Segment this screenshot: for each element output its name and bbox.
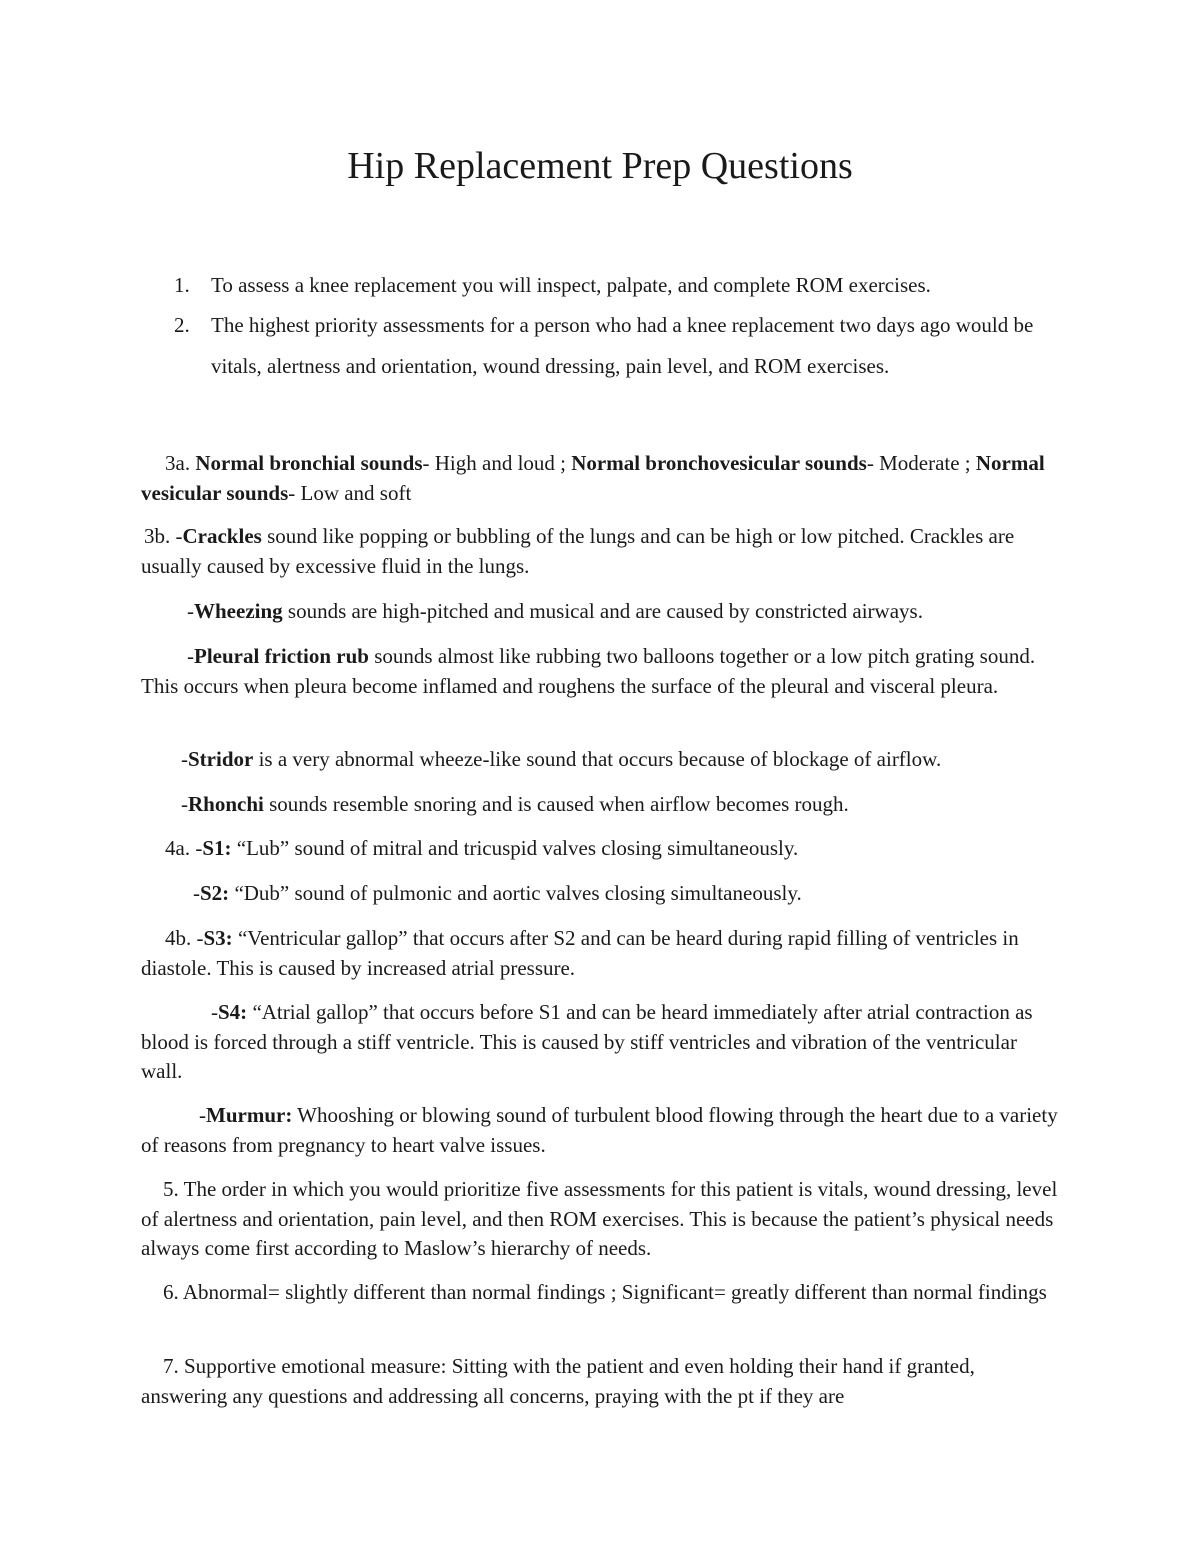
paragraph-3b-crackles: 3b. -Crackles sound like popping or bubbling of the lungs and can be high or low pitched. Crackles are usually caused by excessive fluid in the lungs. [141,524,1015,578]
paragraph-5: 5. The order in which you would prioritize five assessments for this patient is vitals, wound dressing, level of alertness and orientation, pain level, and then ROM exercises. This is because the patient’s physical needs always come first according to Maslow’s hierarchy of needs. [141,1177,1058,1260]
paragraph-pleural-friction-rub: -Pleural friction rub sounds almost like rubbing two balloons together or a low pitch grating sound. This occurs when pleura become inflamed and roughens the surface of the pleural and visceral pleura. [141,644,1036,698]
list-number: 2. [174,313,190,337]
paragraph-s4: -S4: “Atrial gallop” that occurs before S1 and can be heard immediately after atrial contraction as blood is forced through a stiff ventricle. This is caused by stiff ventricles and vibration of the ventricular wall. [141,1000,1033,1083]
paragraph-s2: -S2: “Dub” sound of pulmonic and aortic valves closing simultaneously. [193,881,802,905]
list-text: The highest priority assessments for a person who had a knee replacement two days ago would be vitals, alertness and orientation, wound dressing, pain level, and ROM exercises. [211,313,1034,378]
document-title: Hip Replacement Prep Questions [347,145,853,187]
list-item-1 [174,265,1054,306]
list-text: To assess a knee replacement you will inspect, palpate, and complete ROM exercises. [211,273,931,297]
list-number: 1. [174,273,190,297]
paragraph-rhonchi: -Rhonchi sounds resemble snoring and is caused when airflow becomes rough. [181,792,849,816]
paragraph-3a: 3a. Normal bronchial sounds- High and loud ; Normal bronchovesicular sounds- Moderate ; Normal vesicular sounds- Low and soft [141,451,1045,505]
list-item-2 [174,305,1054,387]
paragraph-6: 6. Abnormal= slightly different than normal findings ; Significant= greatly different than normal findings [163,1280,1047,1304]
paragraph-7: 7. Supportive emotional measure: Sitting with the patient and even holding their hand if granted, answering any questions and addressing all concerns, praying with the pt if they are [141,1354,975,1408]
paragraph-4b-s3: 4b. -S3: “Ventricular gallop” that occurs after S2 and can be heard during rapid filling of ventricles in diastole. This is caused by increased atrial pressure. [141,926,1019,980]
paragraph-murmur: -Murmur: Whooshing or blowing sound of turbulent blood flowing through the heart due to a variety of reasons from pregnancy to heart valve issues. [141,1103,1058,1157]
paragraph-4a-s1: 4a. -S1: “Lub” sound of mitral and tricuspid valves closing simultaneously. [165,836,799,860]
paragraph-stridor: -Stridor is a very abnormal wheeze-like sound that occurs because of blockage of airflow. [181,747,942,771]
paragraph-wheezing: -Wheezing sounds are high-pitched and musical and are caused by constricted airways. [187,599,923,623]
